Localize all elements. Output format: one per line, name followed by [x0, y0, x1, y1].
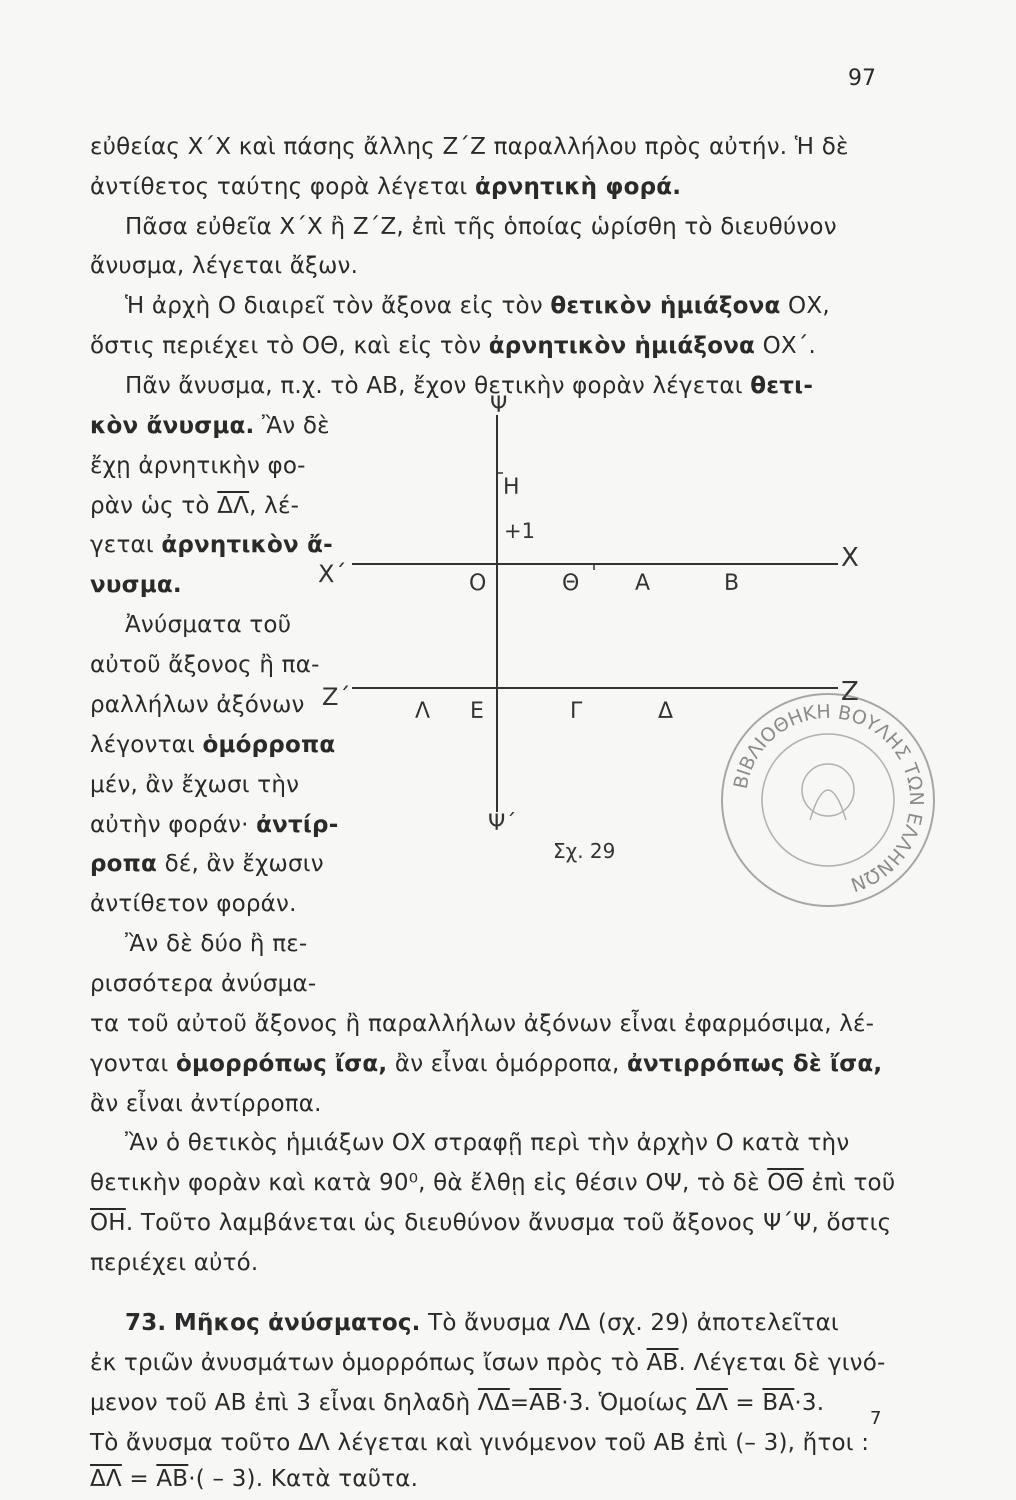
text-line: αὐτοῦ ἄξονος ἢ πα- — [90, 652, 320, 678]
text-line: θετικὴν φορὰν καὶ κατὰ 90⁰, θὰ ἔλθῃ εἰς θέσιν ΟΨ, τὸ δὲ $\overline{O\Theta}$ ἐπὶ τοῦ — [90, 1170, 896, 1196]
text-line: Ἂν ὁ θετικὸς ἡμιάξων ΟΧ στραφῇ περὶ τὴν ἀρχὴν Ο κατὰ τὴν — [125, 1130, 850, 1156]
label-z: Ζ — [841, 677, 859, 707]
label-plus-one: +1 — [504, 519, 535, 543]
text-line: ρισσότερα ἀνύσμα- — [90, 971, 317, 997]
text-line: ἂν εἶναι ἀντίρροπα. — [90, 1091, 322, 1117]
text-line: Τὸ ἄνυσμα τοῦτο ΔΛ λέγεται καὶ γινόμενον τοῦ ΑΒ ἐπὶ (– 3), ἤτοι : — [90, 1430, 870, 1456]
label-lambda: Λ — [415, 699, 431, 724]
text-line: εὐθείας Χ΄Χ καὶ πάσης ἄλλης Ζ΄Ζ παραλλήλου πρὸς αὐτήν. Ἡ δὲ — [90, 134, 849, 160]
label-x: Χ — [841, 543, 859, 573]
text-line: $\overline{OH}$. Τοῦτο λαμβάνεται ὡς διευθύνον ἄνυσμα τοῦ ἄξονος Ψ΄Ψ, ὅστις — [90, 1210, 892, 1236]
label-psi: Ψ — [490, 393, 508, 418]
text-line: νυσμα. — [90, 572, 182, 598]
text-line: ροπα δέ, ἂν ἔχωσιν — [90, 851, 324, 877]
text-line: ρὰν ὡς τὸ $\overline{\Delta\Lambda}$, λέ- — [90, 493, 300, 519]
text-line: Ἂν δὲ δύο ἢ πε- — [125, 931, 308, 957]
label-z-prime: Ζ΄ — [322, 683, 351, 711]
text-line: Ἡ ἀρχὴ Ο διαιρεῖ τὸν ἄξονα εἰς τὸν θετικὸν ἡμιάξονα ΟΧ, — [125, 293, 830, 319]
text-line: ἀντίθετος ταύτης φορὰ λέγεται ἀρνητικὴ φορά. — [90, 174, 682, 200]
stamp-text: ΒΙΒΛΙΟΘΗΚΗ ΒΟΥΛΗΣ ΤΩΝ ΕΛΛΗΝΩΝ — [729, 700, 928, 896]
label-gamma: Γ — [570, 699, 583, 724]
text-line: τα τοῦ αὐτοῦ ἄξονος ἢ παραλλήλων ἀξόνων εἶναι ἐφαρμόσιμα, λέ- — [90, 1011, 875, 1037]
label-eta: Η — [503, 475, 520, 500]
label-beta: Β — [724, 571, 740, 596]
text-line: γεται ἀρνητικὸν ἄ- — [90, 532, 333, 558]
text-line: κὸν ἄνυσμα. Ἂν δὲ — [90, 413, 330, 439]
text-line: μέν, ἂν ἔχωσι τὴν — [90, 772, 300, 798]
text-line: ραλλήλων ἀξόνων — [90, 692, 305, 718]
text-line: Πᾶσα εὐθεῖα Χ΄Χ ἢ Ζ΄Ζ, ἐπὶ τῆς ὁποίας ὡρίσθη τὸ διευθύνον — [125, 214, 837, 240]
label-psi-prime: Ψ΄ — [488, 811, 517, 836]
text-line: ἀντίθετον φοράν. — [90, 891, 297, 917]
footer-mark: 7 — [870, 1408, 882, 1429]
library-stamp — [722, 694, 934, 906]
section-heading-line: 73. Μῆκος ἀνύσματος. Τὸ ἄνυσμα ΛΔ (σχ. 29) ἀποτελεῖται — [125, 1310, 839, 1336]
label-x-prime: Χ΄ — [318, 560, 347, 588]
text-line: περιέχει αὐτό. — [90, 1250, 259, 1276]
label-epsilon: Ε — [470, 699, 484, 724]
text-line: ἔχῃ ἀρνητικὴν φο- — [90, 453, 306, 479]
text-line: ἄνυσμα, λέγεται ἄξων. — [90, 253, 359, 279]
text-line: λέγονται ὁμόρροπα — [90, 732, 336, 758]
text-line: γονται ὁμορρόπως ἴσα, ἂν εἶναι ὁμόρροπα, ἀντιρρόπως δὲ ἴσα, — [90, 1051, 883, 1077]
text-line: ὅστις περιέχει τὸ ΟΘ, καὶ εἰς τὸν ἀρνητικὸν ἡμιάξονα ΟΧ΄. — [90, 333, 817, 359]
text-line: μενον τοῦ ΑΒ ἐπὶ 3 εἶναι δηλαδὴ $\overline{\Lambda\Delta}=\overline{AB}\cdot 3$. Ὁμοίως $\overline{\Delta\Lambda} = \overline{BA}\cdot 3$. — [90, 1390, 825, 1416]
figure-caption: Σχ. 29 — [553, 839, 616, 863]
label-alpha: Α — [635, 571, 651, 596]
label-o: Ο — [469, 571, 487, 596]
text-line: Ἀνύσματα τοῦ — [125, 612, 292, 638]
text-line: αὐτὴν φοράν· ἀντίρ- — [90, 812, 339, 838]
text-line: Πᾶν ἄνυσμα, π.χ. τὸ ΑΒ, ἔχον θετικὴν φορὰν λέγεται θετι- — [125, 373, 814, 399]
label-theta: Θ — [562, 571, 580, 596]
page-number: 97 — [848, 66, 876, 91]
text-line: $\overline{\Delta\Lambda} = \overline{AB}\cdot( - 3)$. Κατὰ ταῦτα. — [90, 1466, 419, 1492]
label-delta: Δ — [658, 699, 674, 724]
text-line: ἐκ τριῶν ἀνυσμάτων ὁμορρόπως ἴσων πρὸς τὸ $\overline{AB}$. Λέγεται δὲ γινό- — [90, 1350, 886, 1376]
